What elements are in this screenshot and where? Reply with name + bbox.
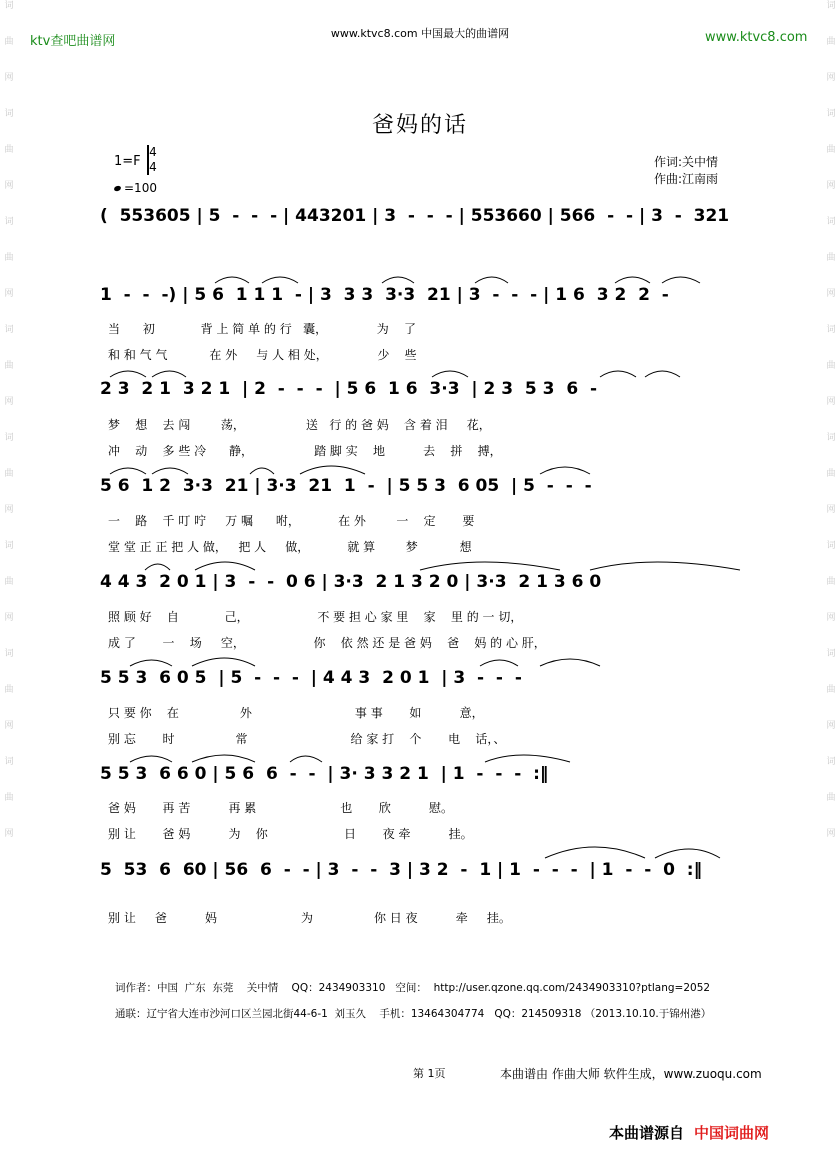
time-bar xyxy=(147,145,149,175)
time-bottom: 4 xyxy=(149,160,157,174)
lyrics-line: 堂 堂 正 正 把 人 做， 把 人 做， 就 算 梦 想 xyxy=(108,540,472,554)
watermark-right: 词 曲 网 词 曲 网 词 曲 网 词 曲 网 词 曲 网 词 曲 网 词 曲 网 词 曲 网 xyxy=(826,1,836,839)
lyrics-line: 别 让 爸 妈 为 你 日 夜 牵 挂。 xyxy=(108,911,511,925)
header-site-url[interactable]: www.ktvc8.com xyxy=(705,30,808,45)
source-credit xyxy=(609,1122,769,1143)
page-number: 第 1页 xyxy=(413,1067,446,1080)
score-row-7 xyxy=(100,760,760,794)
key-signature: 1=F xyxy=(114,154,141,169)
score-row-notes: 2 3 2 1 3 2 1 | 2 - - - | 5 6 1 6 3·3 | 2 3 5 3 6 - xyxy=(100,379,598,399)
composer-credit: 作曲:江南雨 xyxy=(654,172,719,186)
score-row-notes: 5 6 1 2 3·3 21 | 3·3 21 1 - | 5 5 3 6 05 | 5 - - - xyxy=(100,476,592,496)
score-row-6 xyxy=(100,664,760,698)
score-row-4 xyxy=(100,472,760,506)
lyrics-line: 只 要 你 在 外 事 事 如 意， xyxy=(108,706,484,720)
lyrics-line: 别 让 爸 妈 为 你 日 夜 牵 挂。 xyxy=(108,827,473,841)
score-row-notes: 5 53 6 60 | 56 6 - - | 3 - - 3 | 3 2 - 1 | 1 - - - | 1 - - 0 :‖ xyxy=(100,860,703,880)
quarter-note-icon xyxy=(113,185,121,192)
song-title: 爸妈的话 xyxy=(371,113,468,138)
lyrics-line: 和 和 气 气 在 外 与 人 相 处， 少 些 xyxy=(108,348,417,362)
tempo-marking xyxy=(114,181,157,195)
score-row-notes: 5 5 3 6 6 0 | 5 6 6 - - | 3· 3 3 2 1 | 1 - - - :‖ xyxy=(100,764,549,784)
lyricist-credit: 作词:关中情 xyxy=(654,155,719,169)
time-signature xyxy=(147,145,159,175)
lyrics-line: 梦 想 去 闯 荡， 送 行 的 爸 妈 含 着 泪 花， xyxy=(108,418,491,432)
tempo-value: =100 xyxy=(124,181,157,195)
header-site-name[interactable]: ktv查吧曲谱网 xyxy=(30,34,116,49)
score-row-notes: 4 4 3 2 0 1 | 3 - - 0 6 | 3·3 2 1 3 2 0 | 3·3 2 1 3 6 0 xyxy=(100,572,602,592)
score-row-2 xyxy=(100,281,760,315)
score-row-8 xyxy=(100,856,760,890)
footer-contact-info: 通联：辽宁省大连市沙河口区兰园北街44-6-1 刘玉久 手机：13464304774 QQ：214509318 （2013.10.10.于锦州港） xyxy=(115,1008,712,1020)
score-row-1 xyxy=(100,202,760,236)
lyrics-line: 爸 妈 再 苦 再 累 也 欣 慰。 xyxy=(108,801,454,815)
lyrics-line: 一 路 千 叮 咛 万 嘱 咐， 在 外 一 定 要 xyxy=(108,514,475,528)
lyrics-line: 当 初 背 上 简 单 的 行 囊， 为 了 xyxy=(108,322,417,336)
source-site-link[interactable]: 中国词曲网 xyxy=(694,1124,770,1142)
score-row-3 xyxy=(100,375,760,409)
time-top: 4 xyxy=(149,145,157,159)
source-label: 本曲谱源自 xyxy=(609,1124,685,1142)
lyrics-line: 别 忘 时 常 给 家 打 个 电 话，、 xyxy=(108,732,506,746)
score-row-notes: ( 553605 | 5 - - - | 443201 | 3 - - - | 553660 | 566 - - | 3 - 321 xyxy=(100,206,730,226)
score-row-5 xyxy=(100,568,760,602)
score-row-notes: 5 5 3 6 0 5 | 5 - - - | 4 4 3 2 0 1 | 3 - - - xyxy=(100,668,522,688)
score-row-notes: 1 - - -) | 5 6 1 1 1 - | 3 3 3 3·3 21 | 3 - - - | 1 6 3 2 2 - xyxy=(100,285,669,305)
generator-note: 本曲谱由 作曲大师 软件生成，www.zuoqu.com xyxy=(500,1067,762,1081)
watermark-left: 词 曲 网 词 曲 网 词 曲 网 词 曲 网 词 曲 网 词 曲 网 词 曲 网 词 曲 网 xyxy=(4,1,14,839)
footer-author-info: 词作者：中国 广东 东莞 关中情 QQ：2434903310 空间： http://user.qzone.qq.com/2434903310?ptlang=2052 xyxy=(115,982,711,994)
header-center-text: www.ktvc8.com 中国最大的曲谱网 xyxy=(330,27,510,40)
lyrics-line: 照 顾 好 自 己， 不 要 担 心 家 里 家 里 的 一 切， xyxy=(108,610,523,624)
lyrics-line: 冲 动 多 些 冷 静， 踏 脚 实 地 去 拼 搏， xyxy=(108,444,502,458)
lyrics-line: 成 了 一 场 空， 你 依 然 还 是 爸 妈 爸 妈 的 心 肝， xyxy=(108,636,546,650)
